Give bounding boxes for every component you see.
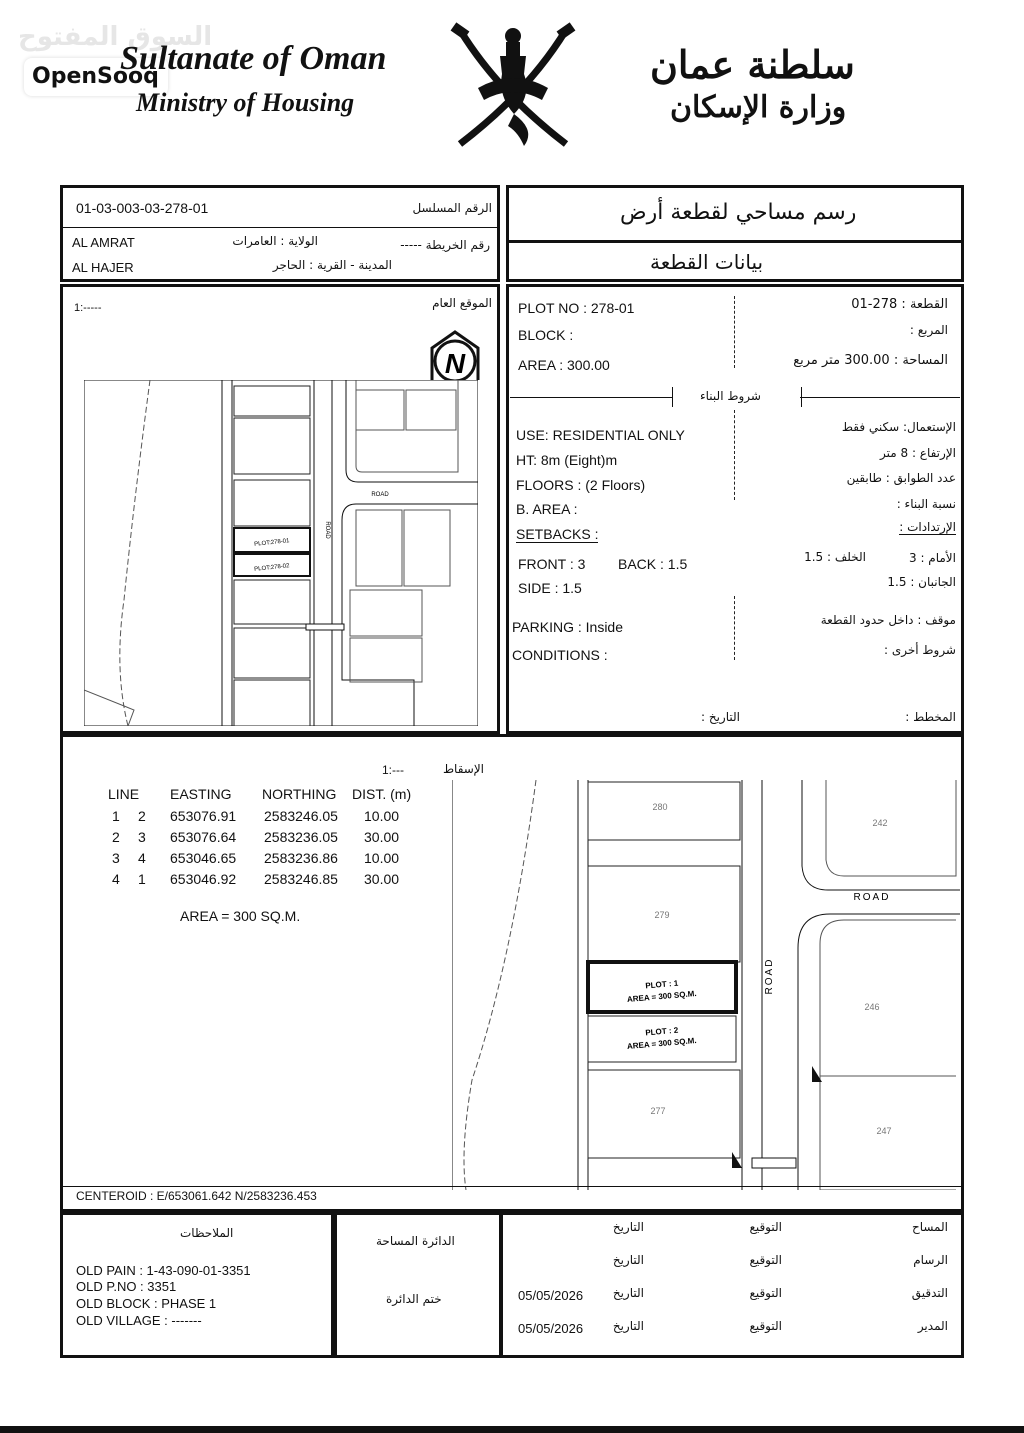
signature-role: المدير	[917, 1319, 948, 1333]
location-label: الموقع العام	[432, 296, 492, 310]
old-pain: OLD PAIN : 1-43-090-01-3351	[76, 1263, 251, 1278]
signature-role: المساح	[911, 1220, 948, 1234]
block-en: BLOCK :	[518, 327, 574, 343]
coords-cell: 3	[112, 850, 120, 866]
coords-cell: 4	[112, 871, 120, 887]
svg-text:ROAD: ROAD	[371, 492, 389, 498]
svg-text:279: 279	[654, 910, 670, 920]
barea-en: B. AREA :	[516, 501, 578, 517]
watermark-arabic: السوق المفتوح	[18, 22, 213, 52]
old-pno: OLD P.NO : 3351	[76, 1279, 177, 1294]
coords-cell: 2583236.05	[264, 829, 338, 845]
use-en: USE: RESIDENTIAL ONLY	[516, 427, 685, 443]
north-letter: N	[444, 348, 466, 379]
old-block: OLD BLOCK : PHASE 1	[76, 1296, 217, 1311]
coords-cell: 2583246.85	[264, 871, 338, 887]
page-bottom-bar	[0, 1426, 1024, 1433]
road-label-v: ROAD	[764, 957, 775, 995]
signature-date-label: التاريخ	[612, 1253, 644, 1267]
coords-cell: 653046.92	[170, 871, 237, 887]
coords-cell: 1	[138, 871, 146, 887]
coords-cell: 653076.91	[170, 808, 237, 824]
plot-data-title: بيانات القطعة	[650, 250, 764, 274]
conditions-en: CONDITIONS :	[512, 647, 608, 663]
location-map	[84, 380, 478, 726]
coords-cell: 10.00	[364, 850, 400, 866]
coords-area: AREA = 300 SQ.M.	[180, 908, 301, 924]
svg-text:ROAD: ROAD	[324, 521, 330, 539]
floors-ar: عدد الطوابق : طابقين	[846, 471, 956, 485]
serial-label: الرقم المسلسل	[412, 201, 492, 215]
coords-cell: 653046.65	[170, 850, 237, 866]
area-ar: المساحة : 300.00 متر مربع	[793, 353, 948, 368]
coords-cell: 10.00	[364, 808, 400, 824]
header-ar-ministry: وزارة الإسكان	[670, 90, 847, 125]
parking-ar: موقف : داخل حدود القطعة	[820, 613, 956, 627]
plot-no-en: PLOT NO : 278-01	[518, 300, 635, 316]
svg-text:247: 247	[876, 1126, 892, 1136]
plot1-label: PLOT : 1	[645, 978, 679, 991]
front-ar: الأمام : 3	[908, 551, 956, 565]
road-label-h: ROAD	[853, 892, 891, 903]
svg-text:246: 246	[864, 1002, 880, 1012]
header-en-title: Sultanate of Oman	[120, 40, 387, 77]
plot1-area: AREA = 300 SQ.M.	[626, 988, 697, 1005]
signature-sign-label: التوقيع	[749, 1319, 782, 1333]
old-village: OLD VILLAGE : -------	[76, 1313, 202, 1328]
coords-cell: 2	[112, 829, 120, 845]
back-en: BACK : 1.5	[618, 556, 688, 572]
coords-cell: 2	[138, 808, 146, 824]
document-title: رسم مساحي لقطعة أرض	[620, 200, 857, 225]
plot-detail-map	[452, 780, 960, 1190]
header-ar-title: سلطنة عمان	[650, 42, 855, 87]
coords-cell: 1	[112, 808, 120, 824]
north-arrow-icon	[424, 328, 486, 384]
stamp-dept: الدائرة المساحة	[376, 1234, 455, 1248]
plot2-label: PLOT : 2	[645, 1025, 679, 1038]
signature-date-value: 05/05/2026	[518, 1321, 584, 1336]
svg-text:277: 277	[650, 1106, 666, 1116]
signature-sign-label: التوقيع	[749, 1220, 782, 1234]
plot-no-ar: القطعة : 278-01	[851, 297, 948, 312]
coords-cell: 2583236.86	[264, 850, 338, 866]
setbacks-ar: الإرتدادات :	[899, 520, 956, 534]
building-conditions-header: شروط البناء	[700, 389, 761, 403]
city-value: AL HAJER	[72, 260, 134, 275]
coords-cell: 3	[138, 829, 146, 845]
map-no-label: رقم الخريطة -----	[400, 238, 490, 252]
front-en: FRONT : 3	[518, 556, 586, 572]
header-en-ministry: Ministry of Housing	[136, 88, 355, 117]
coords-cell: 2583246.05	[264, 808, 338, 824]
centeroid: CENTEROID : E/653061.642 N/2583236.453	[76, 1189, 317, 1203]
date-ar: التاريخ :	[700, 710, 740, 724]
signature-date-label: التاريخ	[612, 1319, 644, 1333]
signature-date-label: التاريخ	[612, 1220, 644, 1234]
barea-ar: نسبة البناء :	[896, 497, 956, 511]
floors-en: FLOORS : (2 Floors)	[516, 477, 646, 493]
city-label: المدينة - القرية : الحاجر	[272, 258, 392, 272]
wilayat-label: الولاية : العامرات	[232, 234, 318, 248]
signature-role: التدقيق	[911, 1286, 948, 1300]
height-en: HT: 8m (Eight)m	[516, 452, 618, 468]
area-en: AREA : 300.00	[518, 357, 610, 373]
stamp-seal: ختم الدائرة	[386, 1292, 442, 1306]
coords-header-northing: NORTHING	[262, 786, 337, 802]
wilayat-value: AL AMRAT	[72, 235, 135, 250]
serial-value: 01-03-003-03-278-01	[76, 200, 209, 216]
coords-header-easting: EASTING	[170, 786, 232, 802]
signatures-box	[500, 1212, 964, 1358]
height-ar: الإرتفاع : 8 متر	[880, 446, 956, 460]
projection-label: الإسقاط	[442, 762, 484, 776]
conditions-ar: شروط أخرى :	[883, 643, 956, 657]
signature-sign-label: التوقيع	[749, 1253, 782, 1267]
coords-cell: 30.00	[364, 829, 400, 845]
signature-sign-label: التوقيع	[749, 1286, 782, 1300]
signature-role: الرسام	[913, 1253, 948, 1267]
coords-cell: 4	[138, 850, 146, 866]
khanjar-emblem-icon	[438, 22, 588, 152]
planner-ar: المخطط :	[905, 710, 956, 724]
plot2-area: AREA = 300 SQ.M.	[626, 1035, 697, 1052]
back-ar: الخلف : 1.5	[804, 550, 866, 564]
side-en: SIDE : 1.5	[518, 580, 582, 596]
signature-date-label: التاريخ	[612, 1286, 644, 1300]
svg-text:280: 280	[652, 802, 668, 812]
svg-text:PLOT:278-02: PLOT:278-02	[253, 563, 290, 573]
svg-text:242: 242	[872, 818, 888, 828]
setbacks-en: SETBACKS :	[516, 526, 599, 542]
coords-header-line: LINE	[108, 786, 140, 802]
coords-cell: 30.00	[364, 871, 400, 887]
use-ar: الإستعمال: سكني فقط	[841, 420, 956, 434]
parking-en: PARKING : Inside	[512, 619, 624, 635]
watermark-opensooq: OpenSooq	[32, 64, 159, 89]
projection-scale: 1:---	[382, 763, 404, 777]
signature-date-value: 05/05/2026	[518, 1288, 584, 1303]
location-scale: 1:-----	[74, 302, 102, 314]
svg-text:PLOT:278-01: PLOT:278-01	[253, 538, 290, 548]
block-ar: المربع :	[909, 323, 948, 337]
coords-cell: 653076.64	[170, 829, 237, 845]
notes-label: الملاحظات	[180, 1226, 234, 1240]
coords-header-dist: DIST. (m)	[352, 786, 412, 802]
side-ar: الجانبان : 1.5	[887, 575, 956, 589]
